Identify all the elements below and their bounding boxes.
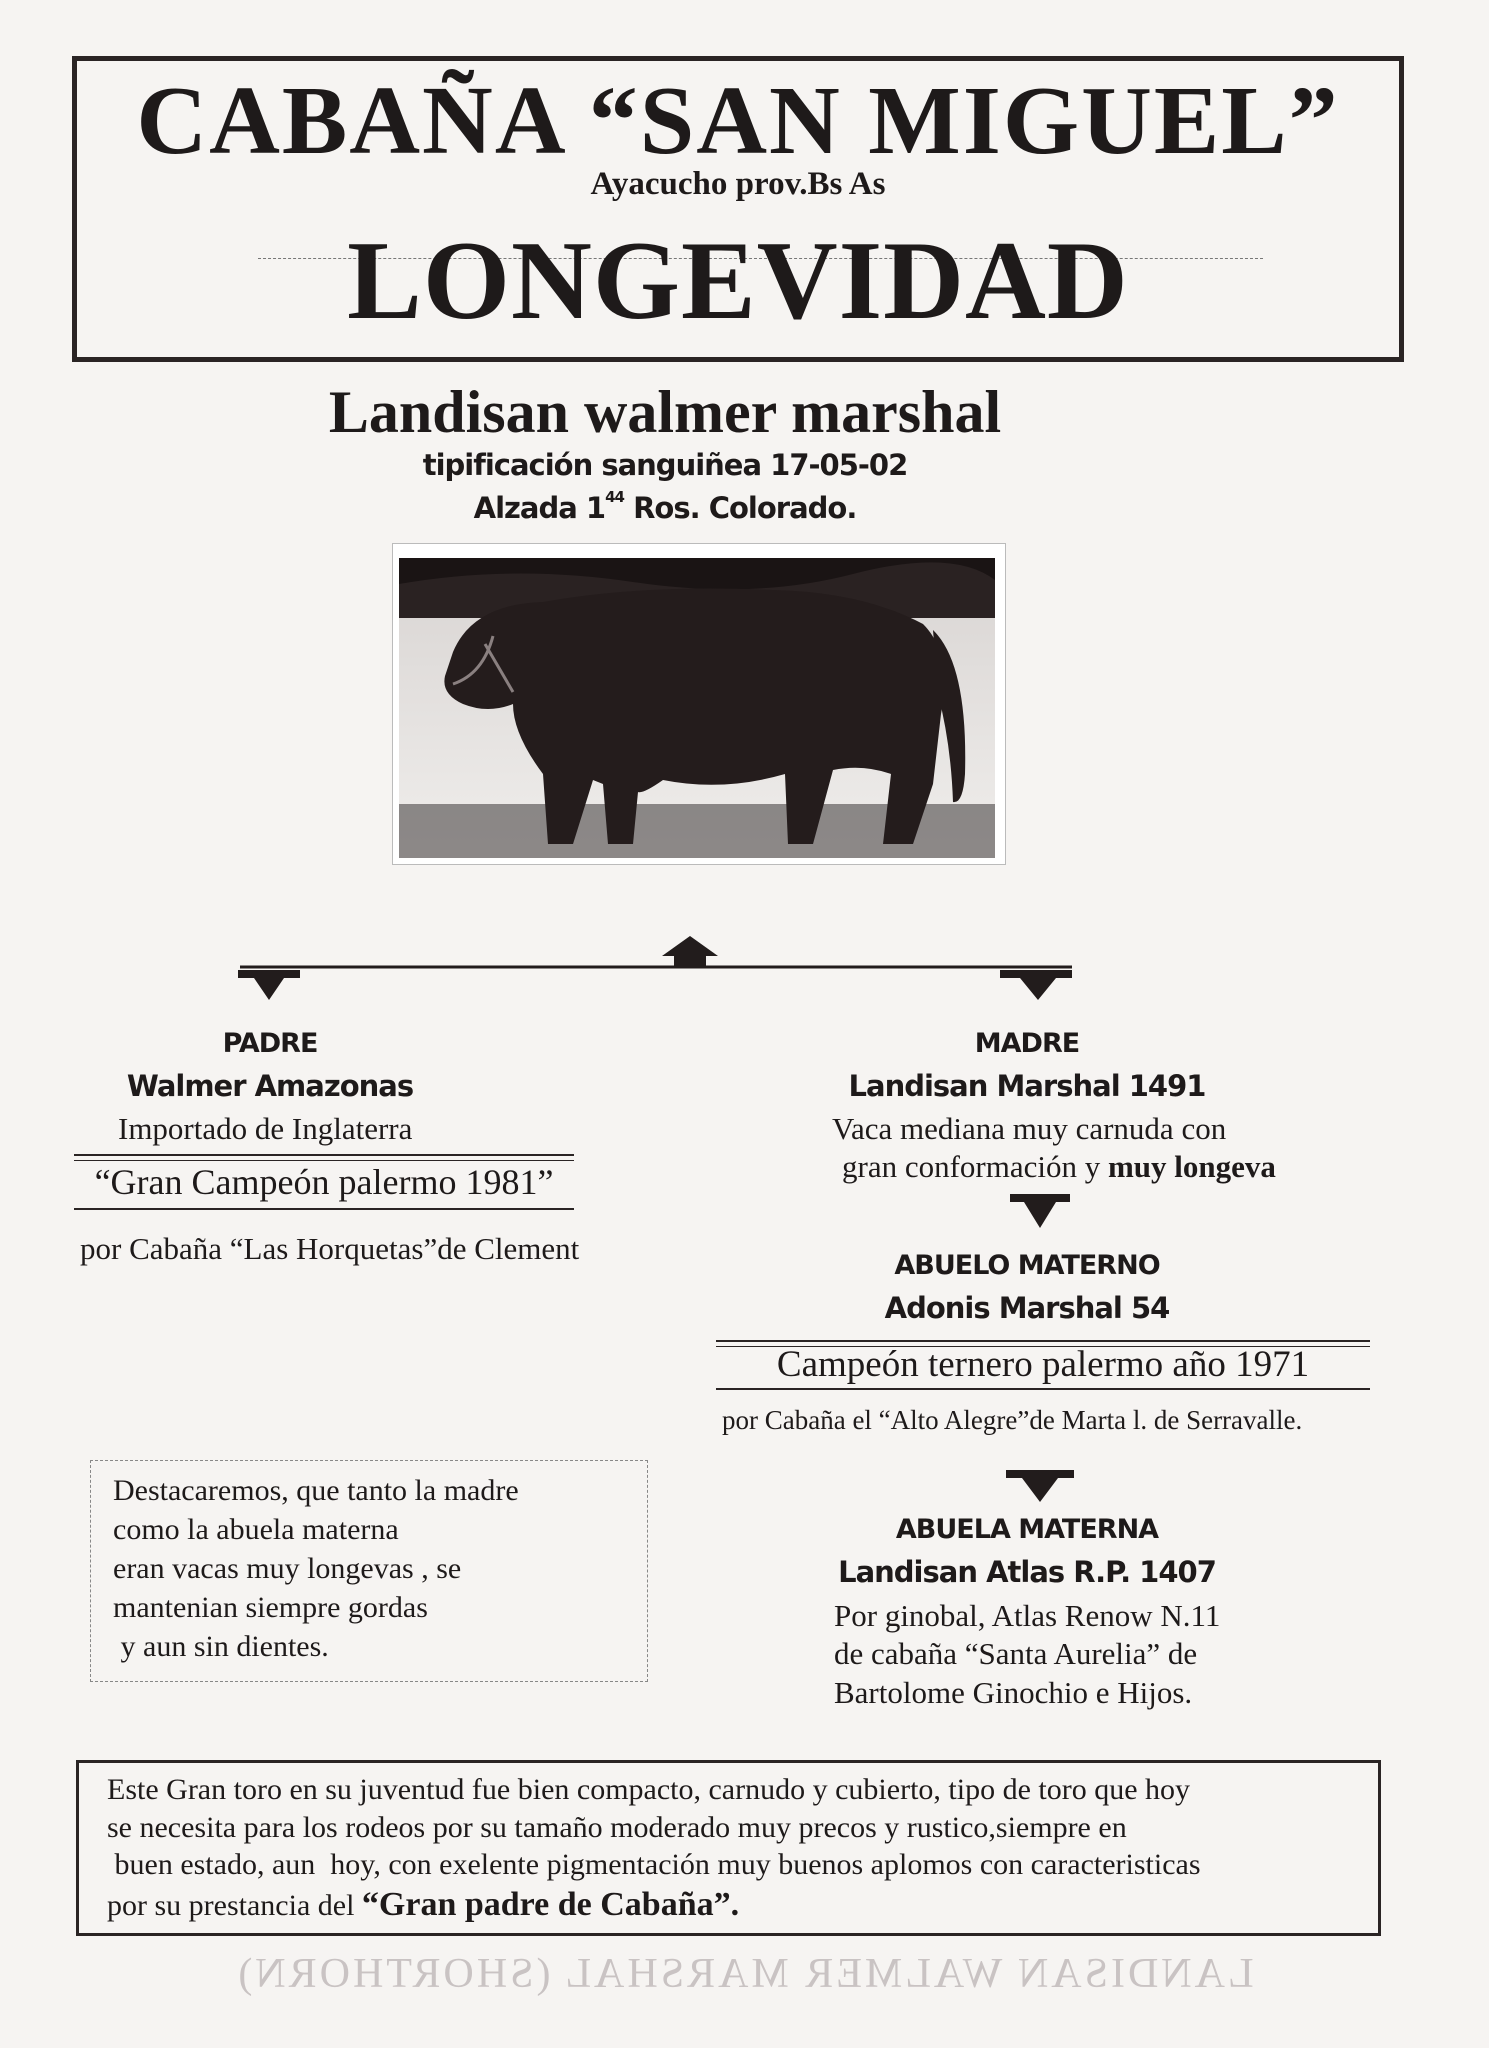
abuela-line1: Por ginobal, Atlas Renow N.11 — [834, 1598, 1221, 1633]
abuela-label: ABUELA MATERNA — [895, 1514, 1159, 1545]
abuelo-name: Adonis Marshal 54 — [884, 1291, 1170, 1325]
padre-award-underline — [74, 1208, 574, 1210]
alzada-line — [0, 488, 1330, 525]
alzada-prefix: Alzada 1 — [473, 491, 606, 525]
pedigree-connector — [0, 920, 1489, 1010]
padre-origin: Importado de Inglaterra — [118, 1111, 413, 1146]
abuela-line3: Bartolome Ginochio e Hijos. — [834, 1675, 1193, 1710]
location-subtitle: Ayacucho prov.Bs As — [590, 166, 886, 202]
note-line2: como la abuela materna — [113, 1513, 399, 1546]
alzada-suffix: Ros. Colorado. — [623, 491, 857, 525]
summary-line1: Este Gran toro en su juventud fue bien compacto, carnudo y cubierto, tipo de toro que hoy — [107, 1773, 1191, 1806]
cabana-title: CABAÑA “SAN MIGUEL” — [136, 67, 1340, 175]
madre-desc-line2 — [842, 1148, 1362, 1185]
madre-desc-line1: Vaca mediana muy carnuda con — [832, 1111, 1227, 1146]
madre-name: Landisan Marshal 1491 — [848, 1069, 1206, 1103]
madre-label: MADRE — [974, 1028, 1080, 1059]
down-arrow-right-icon — [1000, 970, 1072, 1000]
summary-line4-bold: “Gran padre de Cabaña”. — [361, 1885, 740, 1923]
padre-name: Walmer Amazonas — [126, 1069, 414, 1103]
summary-box — [76, 1760, 1381, 1936]
madre-desc-bold: muy longeva — [1107, 1149, 1276, 1184]
headline-longevidad: LONGEVIDAD — [347, 219, 1129, 343]
abuela-name: Landisan Atlas R.P. 1407 — [838, 1555, 1216, 1589]
alzada-superscript: 44 — [605, 488, 624, 506]
bull-photo — [392, 543, 1006, 865]
bleed-through-text: LANDISAN WALMER MARSHAL (SHORTHORN) — [235, 1951, 1254, 1997]
abuela-line2: de cabaña “Santa Aurelia” de — [834, 1636, 1198, 1671]
abuelo-award: Campeón ternero palermo año 1971 — [776, 1344, 1310, 1385]
up-arrow-icon — [662, 936, 718, 968]
longevity-note-box — [90, 1460, 648, 1682]
down-arrow-abuelo-icon — [1010, 1194, 1070, 1230]
summary-line2: se necesita para los rodeos por su tamaño moderado muy precos y rustico,siempre en — [107, 1810, 1127, 1844]
padre-award: “Gran Campeón palermo 1981” — [94, 1162, 554, 1202]
down-arrow-abuela-icon — [1006, 1470, 1074, 1504]
bull-name: Landisan walmer marshal — [328, 379, 1002, 445]
note-line5: y aun sin dientes. — [113, 1630, 329, 1663]
bull-photo-image — [393, 544, 1005, 864]
padre-label: PADRE — [222, 1028, 318, 1059]
blood-typing: tipificación sanguiñea 17-05-02 — [422, 448, 908, 482]
summary-line4-plain: por su prestancia del — [107, 1888, 362, 1922]
abuelo-label: ABUELO MATERNO — [894, 1250, 1160, 1281]
summary-line4 — [107, 1884, 1350, 1927]
note-line1: Destacaremos, que tanto la madre — [113, 1474, 519, 1507]
summary-line3: buen estado, aun hoy, con exelente pigmentación muy buenos aplomos con caracteristicas — [107, 1848, 1201, 1881]
abuelo-breeder: por Cabaña el “Alto Alegre”de Marta l. de Serravalle. — [722, 1405, 1303, 1435]
down-arrow-left-icon — [238, 970, 300, 1000]
padre-breeder: por Cabaña “Las Horquetas”de Clement — [80, 1231, 580, 1266]
padre-award-rule — [74, 1154, 574, 1161]
madre-desc-plain: gran conformación y — [842, 1149, 1108, 1184]
note-line4: mantenian siempre gordas — [113, 1591, 428, 1624]
note-line3: eran vacas muy longevas , se — [113, 1552, 462, 1585]
abuelo-award-underline — [716, 1388, 1370, 1390]
